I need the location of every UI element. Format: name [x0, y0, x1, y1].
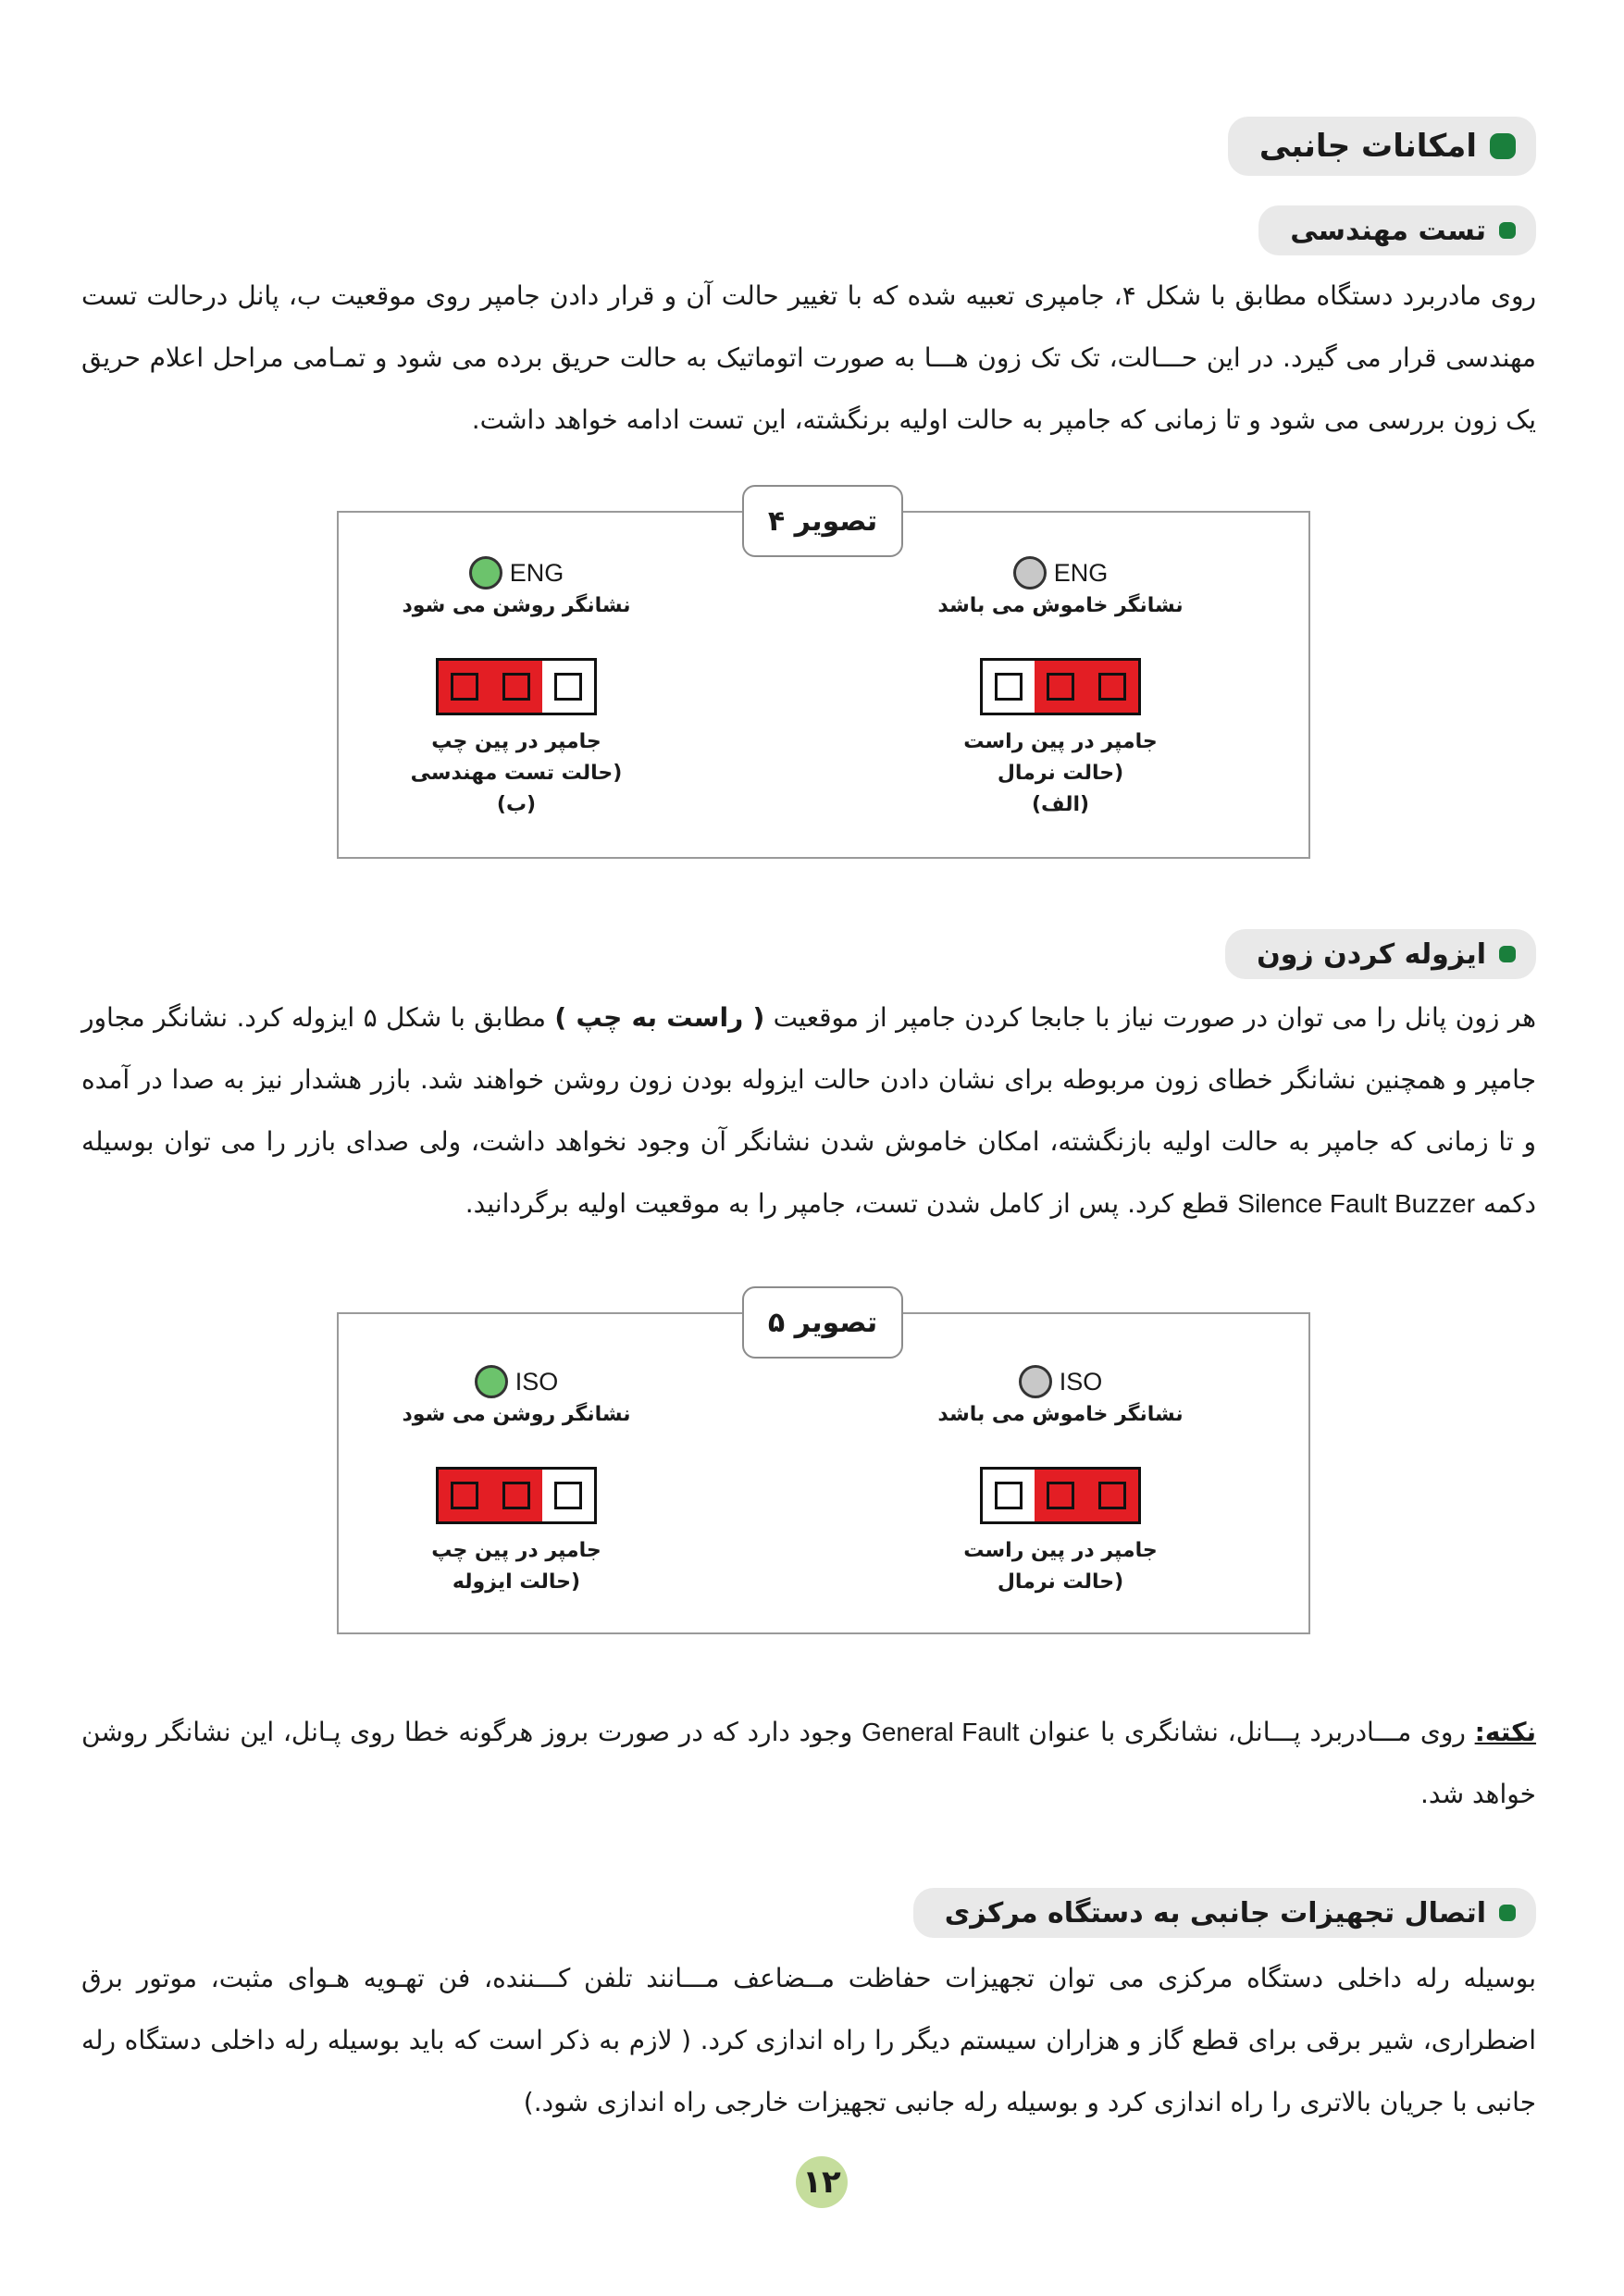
- bullet-icon: [1499, 946, 1516, 962]
- caption-line: (حالت ایزوله: [452, 1570, 581, 1594]
- jumper-pin-covered: [1086, 661, 1138, 713]
- jumper-panel-right: [922, 1362, 1199, 1598]
- figure-title: تصویر ۴: [742, 485, 903, 557]
- caption-line: (حالت تست مهندسی: [410, 762, 623, 785]
- jumper-pin-empty: [983, 661, 1035, 713]
- caption-line: (الف): [1031, 793, 1090, 816]
- bullet-icon: [1490, 133, 1516, 159]
- bullet-icon: [1499, 1905, 1516, 1921]
- subheading-zone-isolate: [1225, 929, 1536, 979]
- general-fault-term: General Fault: [862, 1718, 1020, 1746]
- page-number-badge: ۱۲: [796, 2156, 848, 2208]
- subheading-title: اتصال تجهیزات جانبی به دستگاه مرکزی: [944, 1896, 1486, 1930]
- jumper-pin-covered: [1035, 661, 1086, 713]
- text-bold-run: ( راست به چپ ): [554, 1002, 765, 1033]
- subheading-eng-test: [1258, 205, 1536, 255]
- led-on-icon: [469, 556, 502, 590]
- bullet-icon: [1499, 222, 1516, 239]
- led-on-icon: [475, 1365, 508, 1398]
- jumper-panel-left: [378, 1362, 655, 1598]
- led-state-text: نشانگر روشن می شود: [402, 1403, 631, 1426]
- jumper-pin-covered: [490, 1470, 542, 1521]
- section-title: امکانات جانبی: [1258, 128, 1477, 165]
- subheading-title: تست مهندسی: [1290, 214, 1486, 247]
- jumper-pin-covered: [439, 661, 490, 713]
- eng-test-paragraph: روی مادربرد دستگاه مطابق با شکل ۴، جامپری تعبیه شده که با تغییر حالت آن و قرار دادن جامپر روی موقعیت ب، پانل درحالت تست مهندسی قرار می گیرد. در این حـــالت، تک تک زون هـــا به صورت اتوماتیک به حالت حریق برده می شود و تمـامی مراحل اعلام حریق یک زون بررسی می شود و تا زمانی که جامپر به حالت اولیه برنگشته، این تست ادامه خواهد داشت.: [81, 280, 1536, 435]
- led-state-text: نشانگر خاموش می باشد: [937, 1403, 1184, 1426]
- jumper-block: [436, 658, 597, 715]
- text-run: هر زون پانل را می توان در صورت نیاز با جابجا کردن جامپر از موقعیت: [773, 1002, 1536, 1033]
- caption-line: جامپر در پین چپ: [431, 730, 601, 753]
- silence-button-name: Silence Fault Buzzer: [1237, 1189, 1476, 1218]
- note-paragraph: [81, 1701, 1536, 1825]
- jumper-block: [436, 1467, 597, 1524]
- jumper-pin-covered: [1035, 1470, 1086, 1521]
- figure-4: [337, 504, 1310, 859]
- led-row: [378, 1362, 655, 1401]
- text-run: وجود دارد که در صورت بروز هرگونه خطا روی پـانل، این نشانگر روشن خواهد شد.: [81, 1717, 1536, 1809]
- jumper-pin-covered: [1086, 1470, 1138, 1521]
- section-heading-peripheral: [1228, 117, 1536, 176]
- jumper-block: [980, 1467, 1141, 1524]
- caption-line: جامپر در پین راست: [963, 730, 1158, 753]
- connection-paragraph: بوسیله رله داخلی دستگاه مرکزی می توان تجهیزات حفاظت مــضاعف مـــانند تلفن کـــننده، فن تهـویه هـوای مثبت، موتور برق اضطراری، شیر برقی برای قطع گاز و هزاران سیستم دیگر را راه اندازی کرد. ( لازم به ذکر است که باید بوسیله رله داخلی دستگاه رله جانبی با جریان بالاتری را راه اندازی کرد و بوسیله رله جانبی تجهیزات خارجی راه اندازی شود.): [81, 1963, 1536, 2117]
- jumper-panel-right: [922, 553, 1199, 821]
- led-off-icon: [1013, 556, 1047, 590]
- led-label: ISO: [514, 1367, 559, 1396]
- led-off-icon: [1019, 1365, 1052, 1398]
- jumper-pin-empty: [983, 1470, 1035, 1521]
- led-row: [922, 553, 1199, 592]
- led-row: [378, 553, 655, 592]
- jumper-panel-left: [378, 553, 655, 821]
- jumper-pin-empty: [542, 661, 594, 713]
- jumper-block: [980, 658, 1141, 715]
- led-label: ENG: [509, 558, 564, 587]
- text-run: قطع کرد. پس از کامل شدن تست، جامپر را به موقعیت اولیه برگردانید.: [465, 1188, 1230, 1219]
- caption-line: جامپر در پین چپ: [431, 1539, 601, 1562]
- note-label: نکته:: [1474, 1717, 1537, 1747]
- subheading-title: ایزوله کردن زون: [1257, 937, 1486, 971]
- figure-title: تصویر ۵: [742, 1286, 903, 1359]
- zone-isolate-paragraph: [81, 987, 1536, 1235]
- jumper-caption: [378, 1535, 655, 1598]
- led-label: ENG: [1053, 558, 1109, 587]
- text-run: مطابق با شکل ۵ ایزوله کرد. نشانگر مجاور جامپر و همچنین نشانگر خطای زون مربوطه برای نشان دادن حالت ایزوله بودن زون روشن خواهند شد. بازر هشدار نیز به صدا در آمده و تا زمانی که جامپر به حالت اولیه بازنگشته، امکان خاموش شدن نشانگر آن وجود نخواهد داشت، ولی صدای بازر را می توان بوسیله دکمه: [81, 1002, 1536, 1219]
- caption-line: (حالت نرمال: [997, 1570, 1124, 1594]
- led-state-text: نشانگر خاموش می باشد: [937, 594, 1184, 617]
- led-state-text: نشانگر روشن می شود: [402, 594, 631, 617]
- jumper-pin-covered: [490, 661, 542, 713]
- caption-line: (ب): [496, 793, 537, 816]
- jumper-pin-empty: [542, 1470, 594, 1521]
- jumper-caption: [922, 1535, 1199, 1598]
- caption-line: (حالت نرمال: [997, 762, 1124, 785]
- led-row: [922, 1362, 1199, 1401]
- figure-5: [337, 1306, 1310, 1634]
- jumper-caption: [922, 726, 1199, 821]
- subheading-connection: [913, 1888, 1536, 1938]
- text-run: روی مـــادربرد پـــانل، نشانگری با عنوان: [1028, 1717, 1466, 1747]
- jumper-caption: [378, 726, 655, 821]
- caption-line: جامپر در پین راست: [963, 1539, 1158, 1562]
- jumper-pin-covered: [439, 1470, 490, 1521]
- led-label: ISO: [1059, 1367, 1103, 1396]
